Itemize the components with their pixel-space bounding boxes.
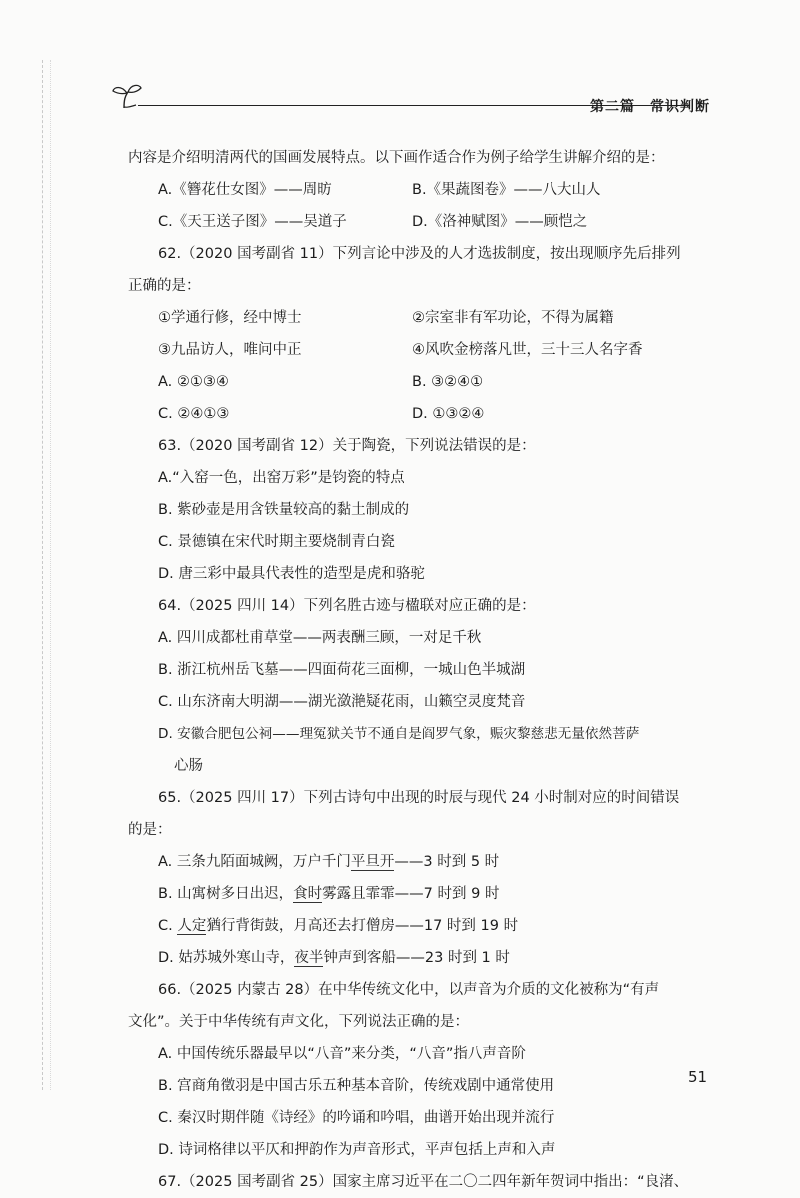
q61-option-a: A.《簪花仕女图》——周昉	[158, 182, 332, 198]
q62-option-b: B. ③②④①	[412, 374, 484, 390]
q64-option-a: A. 四川成都杜甫草堂——两表酬三顾，一对足千秋	[158, 630, 482, 646]
q66-option-d: D. 诗词格律以平仄和押韵作为声音形式，平声包括上声和入声	[158, 1142, 556, 1158]
q65-option-a	[128, 846, 704, 878]
q62-option-a: A. ②①③④	[158, 374, 229, 390]
page-header	[110, 82, 710, 115]
binding-margin	[42, 60, 44, 1090]
q65-option-b-underlined: 食时	[293, 886, 323, 902]
q65-option-c-text: C.	[158, 918, 173, 934]
q62-statement-3: ③九品访人，唯问中正	[158, 342, 302, 358]
q67-stem: 67.（2025 国考副省 25）国家主席习近平在二〇二四年新年贺词中指出：“良渚、	[158, 1174, 689, 1190]
q64-option-c: C. 山东济南大明湖——湖光潋滟疑花雨，山籁空灵度梵音	[158, 694, 526, 710]
q64-option-d-cont: 心肠	[174, 758, 203, 774]
q65-option-b-text: B. 山寓树多日出迟，	[158, 886, 294, 902]
q62-statements-row1	[128, 302, 704, 334]
q61-stem-cont: 内容是介绍明清两代的国画发展特点。以下画作适合作为例子给学生讲解介绍的是：	[128, 150, 665, 166]
q65-option-a-time: ——3 时到 5 时	[394, 854, 500, 870]
q66-option-c: C. 秦汉时期伴随《诗经》的吟诵和吟唱，曲谱开始出现并流行	[158, 1110, 555, 1126]
q61-option-b: B.《果蔬图卷》——八大山人	[412, 182, 601, 198]
q65-option-b-time: 雾露且霏霏——7 时到 9 时	[322, 886, 500, 902]
q62-statement-1: ①学通行修，经中博士	[158, 310, 302, 326]
q61-option-d: D.《洛神赋图》——顾恺之	[412, 214, 588, 230]
q65-option-d-underlined: 夜半	[294, 950, 324, 966]
binding-margin-inner	[50, 60, 52, 1090]
q66-option-b: B. 宫商角徵羽是中国古乐五种基本音阶，传统戏剧中通常使用	[158, 1078, 555, 1094]
q62-option-d: D. ①③②④	[412, 406, 485, 422]
section-title: 第二篇 常识判断	[590, 99, 710, 115]
q61-option-c: C.《天王送子图》——吴道子	[158, 214, 347, 230]
question-content	[128, 142, 704, 1198]
q65-option-a-underlined: 平旦开	[350, 854, 395, 870]
q62-stem-cont: 正确的是：	[128, 278, 201, 294]
q63-option-b: B. 紫砂壶是用含铁量较高的黏土制成的	[158, 502, 410, 518]
q65-option-b	[128, 878, 704, 910]
q62-option-c: C. ②④①③	[158, 406, 230, 422]
q65-option-d-text: D. 姑苏城外寒山寺，	[158, 950, 295, 966]
q65-option-c-underlined: 人定	[177, 918, 207, 934]
q66-option-a: A. 中国传统乐器最早以“八音”来分类，“八音”指八声音阶	[158, 1046, 526, 1062]
page-number: 51	[688, 1068, 708, 1086]
q66-stem-cont: 文化”。关于中华传统有声文化，下列说法正确的是：	[128, 1014, 470, 1030]
q61-options-row1	[128, 174, 704, 206]
q62-options-row1	[128, 366, 704, 398]
q62-stem: 62.（2020 国考副省 11）下列言论中涉及的人才选拔制度，按出现顺序先后排列	[158, 246, 681, 262]
q63-stem: 63.（2020 国考副省 12）关于陶瓷，下列说法错误的是：	[158, 438, 536, 454]
q63-option-d: D. 唐三彩中最具代表性的造型是虎和骆驼	[158, 566, 425, 582]
q62-options-row2	[128, 398, 704, 430]
q64-stem: 64.（2025 四川 14）下列名胜古迹与楹联对应正确的是：	[158, 598, 536, 614]
q66-stem: 66.（2025 内蒙古 28）在中华传统文化中，以声音为介质的文化被称为“有声	[158, 982, 660, 998]
q65-stem: 65.（2025 四川 17）下列古诗句中出现的时辰与现代 24 小时制对应的时间错误	[158, 790, 680, 806]
q65-stem-cont: 的是：	[128, 822, 172, 838]
q62-statement-4: ④风吹金榜落凡世，三十三人名字香	[412, 342, 643, 358]
q63-option-c: C. 景德镇在宋代时期主要烧制青白瓷	[158, 534, 395, 550]
q65-option-d	[128, 942, 704, 974]
q65-option-c	[128, 910, 704, 942]
q64-option-b: B. 浙江杭州岳飞墓——四面荷花三面柳，一城山色半城湖	[158, 662, 526, 678]
q62-statements-row2	[128, 334, 704, 366]
q63-option-a: A.“入窑一色，出窑万彩”是钧瓷的特点	[158, 470, 405, 486]
q65-option-d-time: 钟声到客船——23 时到 1 时	[323, 950, 510, 966]
q65-option-a-text: A. 三条九陌面城阙，万户千门	[158, 854, 351, 870]
q64-option-d: D. 安徽合肥包公祠——理冤狱关节不通自是阎罗气象，赈灾黎慈悲无量依然菩萨	[158, 726, 640, 742]
q65-option-c-time: 猶行背街鼓，月高还去打僧房——17 时到 19 时	[206, 918, 519, 934]
q61-options-row2	[128, 206, 704, 238]
q62-statement-2: ②宗室非有军功论，不得为属籍	[412, 310, 614, 326]
